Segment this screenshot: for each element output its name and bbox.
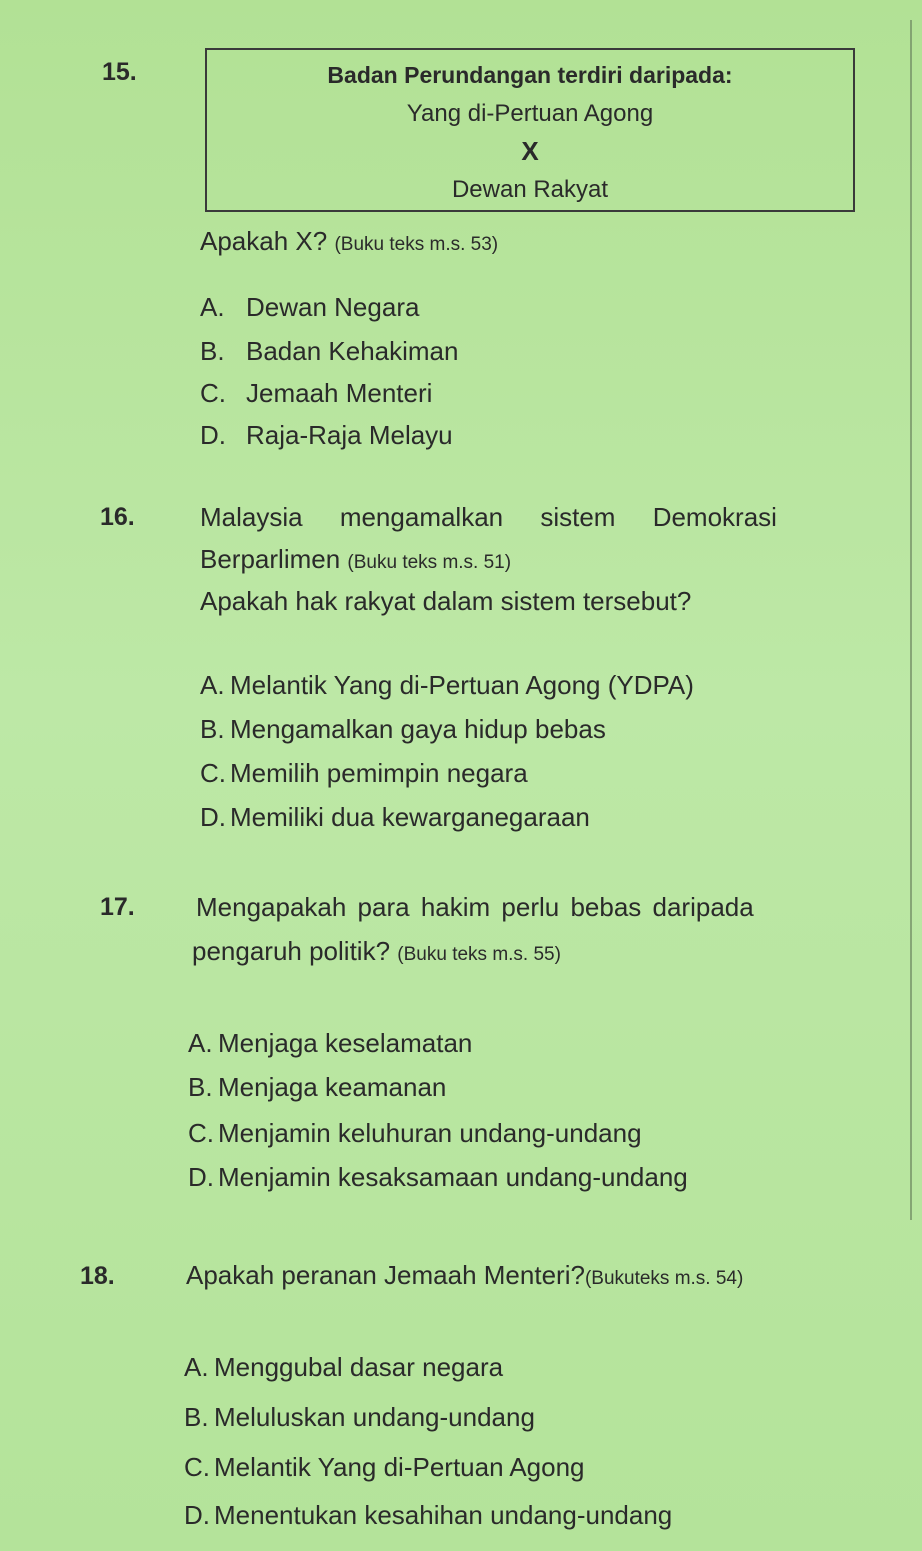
option-text: Menjamin kesaksamaan undang-undang	[218, 1162, 688, 1192]
question-15-text: Apakah X?	[200, 226, 328, 256]
option-text: Melantik Yang di-Pertuan Agong	[214, 1452, 585, 1482]
question-16-text-line2: Berparlimen	[200, 544, 341, 574]
box-line-agong: Yang di-Pertuan Agong	[406, 100, 654, 127]
page-margin-line	[910, 20, 912, 1220]
question-18-option-d[interactable]	[184, 1500, 672, 1531]
question-16-option-d[interactable]	[200, 802, 590, 833]
box-line-dewan-rakyat: Dewan Rakyat	[451, 176, 609, 203]
option-letter: B.	[200, 714, 225, 744]
option-letter: D.	[188, 1162, 214, 1192]
question-15-box	[205, 48, 855, 212]
question-17-option-a[interactable]	[188, 1028, 472, 1059]
option-letter: B.	[200, 336, 225, 366]
option-letter: D.	[200, 420, 226, 450]
option-letter: A.	[200, 292, 225, 322]
question-16-ref: (Buku teks m.s. 51)	[347, 552, 512, 573]
question-17-text-line2: pengaruh politik?	[192, 936, 391, 966]
question-16-stem-line2	[200, 544, 511, 575]
option-letter: C.	[184, 1452, 210, 1482]
question-16-option-c[interactable]	[200, 758, 528, 789]
option-letter: A.	[200, 670, 225, 700]
option-letter: B.	[188, 1072, 213, 1102]
question-16-stem-line3: Apakah hak rakyat dalam sistem tersebut?	[200, 586, 692, 616]
option-text: Raja-Raja Melayu	[246, 420, 453, 450]
question-18-option-b[interactable]	[184, 1402, 535, 1433]
option-letter: C.	[188, 1118, 214, 1148]
question-15-ref: (Buku teks m.s. 53)	[334, 234, 499, 255]
question-18-stem	[186, 1260, 743, 1291]
option-text: Menentukan kesahihan undang-undang	[214, 1500, 673, 1530]
option-text: Menggubal dasar negara	[214, 1352, 504, 1382]
option-letter: C.	[200, 758, 226, 788]
question-15-option-b[interactable]	[200, 336, 458, 367]
option-text: Mengamalkan gaya hidup bebas	[230, 714, 606, 744]
question-16-option-b[interactable]	[200, 714, 606, 745]
question-15-number: 15.	[102, 58, 137, 86]
question-15-stem	[200, 226, 498, 257]
option-letter: A.	[188, 1028, 213, 1058]
question-17-option-d[interactable]	[188, 1162, 688, 1193]
question-15-option-d[interactable]	[200, 420, 453, 451]
question-18-ref: (Bukuteks m.s. 54)	[584, 1268, 744, 1289]
option-text: Memiliki dua kewarganegaraan	[230, 802, 590, 832]
question-17-option-c[interactable]	[188, 1118, 642, 1149]
option-text: Meluluskan undang-undang	[214, 1402, 535, 1432]
option-letter: C.	[200, 378, 226, 408]
option-letter: D.	[200, 802, 226, 832]
option-letter: A.	[184, 1352, 209, 1382]
question-17-number: 17.	[100, 893, 135, 921]
option-text: Menjaga keamanan	[218, 1072, 447, 1102]
question-17-stem-line1: Mengapakah para hakim perlu bebas daripada	[196, 892, 754, 922]
option-text: Jemaah Menteri	[246, 378, 433, 408]
question-15-option-c[interactable]	[200, 378, 432, 409]
question-18-option-c[interactable]	[184, 1452, 585, 1483]
question-16-option-a[interactable]	[200, 670, 694, 701]
option-text: Menjamin keluhuran undang-undang	[218, 1118, 642, 1148]
option-text: Memilih pemimpin negara	[230, 758, 528, 788]
option-text: Melantik Yang di-Pertuan Agong (YDPA)	[230, 670, 694, 700]
option-letter: D.	[184, 1500, 210, 1530]
question-15-option-a[interactable]	[200, 292, 419, 323]
option-text: Menjaga keselamatan	[218, 1028, 473, 1058]
question-16-number: 16.	[100, 503, 135, 531]
question-17-option-b[interactable]	[188, 1072, 446, 1103]
option-text: Dewan Negara	[246, 292, 420, 322]
question-17-ref: (Buku teks m.s. 55)	[397, 944, 561, 965]
option-letter: B.	[184, 1402, 209, 1432]
option-text: Badan Kehakiman	[246, 336, 459, 366]
question-18-text: Apakah peranan Jemaah Menteri?	[186, 1260, 585, 1290]
box-title: Badan Perundangan terdiri daripada:	[327, 62, 733, 88]
question-18-option-a[interactable]	[184, 1352, 503, 1383]
question-17-stem-line2	[192, 936, 561, 967]
question-18-number: 18.	[80, 1262, 115, 1290]
question-16-stem-line1: Malaysia mengamalkan sistem Demokrasi	[200, 502, 777, 532]
box-unknown-x: X	[521, 136, 539, 166]
